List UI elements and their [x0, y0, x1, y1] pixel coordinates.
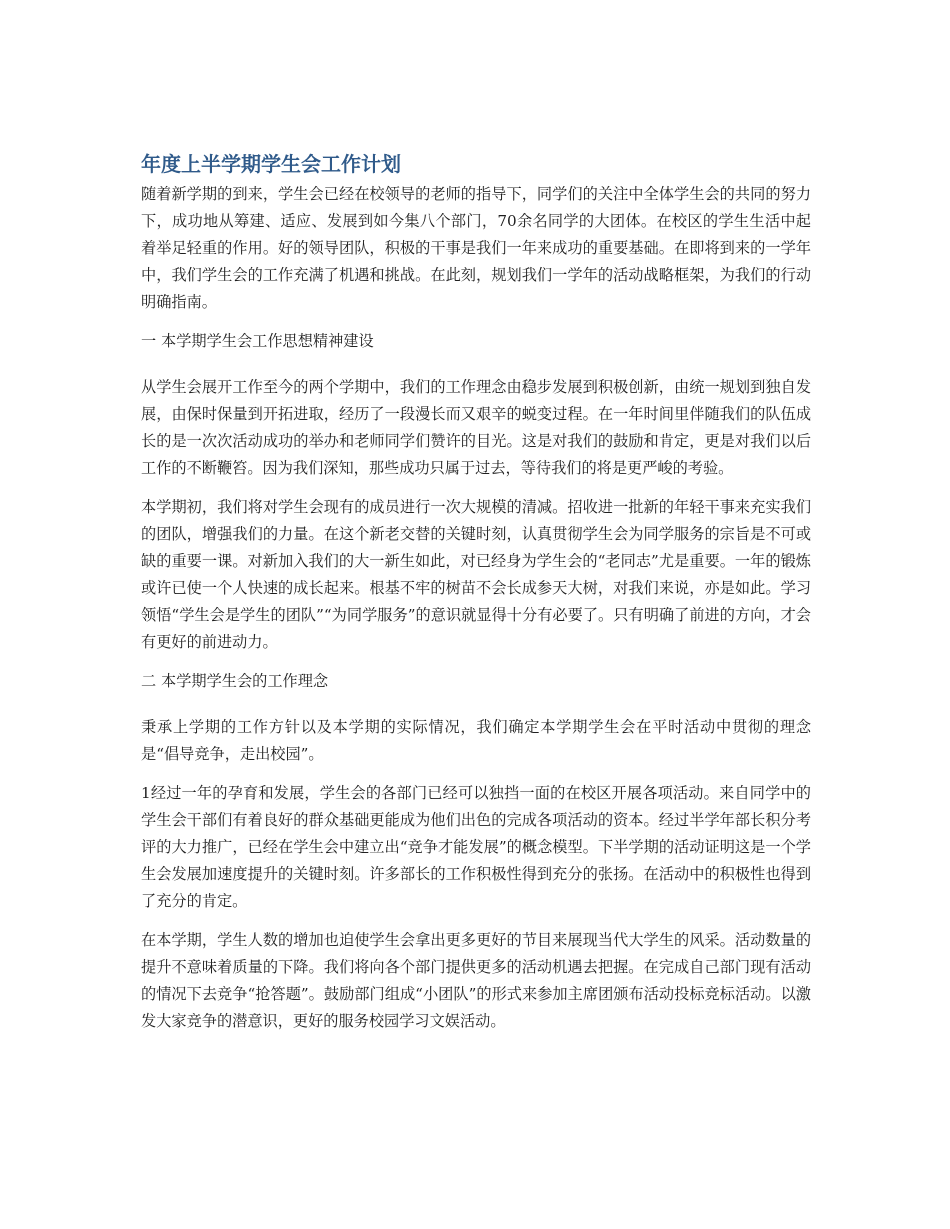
section-1-paragraph: 本学期初，我们将对学生会现有的成员进行一次大规模的清减。招收进一批新的年轻干事来充实我们的团队，增强我们的力量。在这个新老交替的关键时刻，认真贯彻学生会为同学服务的宗旨是不可或缺的重要一课。对新加入我们的大一新生如此，对已经身为学生会的“老同志”尤是重要。一年的锻炼或许已使一个人快速的成长起来。根基不牢的树苗不会长成参天大树，对我们来说，亦是如此。学习领悟“学生会是学生的团队”“为同学服务”的意识就显得十分有必要了。只有明确了前进的方向，才会有更好的前进动力。	[141, 498, 811, 651]
section-1-paragraph: 从学生会展开工作至今的两个学期中，我们的工作理念由稳步发展到积极创新，由统一规划到独自发展，由保时保量到开拓进取，经历了一段漫长而又艰辛的蜕变过程。在一年时间里伴随我们的队伍成长的是一次次活动成功的举办和老师同学们赞许的目光。这是对我们的鼓励和肯定，更是对我们以后工作的不断鞭笞。因为我们深知，那些成功只属于过去，等待我们的将是更严峻的考验。	[141, 378, 811, 477]
document-title: 年度上半学期学生会工作计划	[141, 152, 401, 176]
document-page	[141, 148, 811, 1047]
section-2-paragraph: 秉承上学期的工作方针以及本学期的实际情况，我们确定本学期学生会在平时活动中贯彻的理念是“倡导竞争，走出校园”。	[141, 718, 811, 763]
section-2-paragraph: 在本学期，学生人数的增加也迫使学生会拿出更多更好的节目来展现当代大学生的风采。活动数量的提升不意味着质量的下降。我们将向各个部门提供更多的活动机遇去把握。在完成自己部门现有活动的情况下去竞争“抢答题”。鼓励部门组成“小团队”的形式来参加主席团颁布活动投标竞标活动。以激发大家竞争的潜意识，更好的服务校园学习文娱活动。	[141, 931, 811, 1030]
section-2-heading: 二 本学期学生会的工作理念	[141, 672, 329, 690]
section-2-paragraph: 1经过一年的孕育和发展，学生会的各部门已经可以独挡一面的在校区开展各项活动。来自同学中的学生会干部们有着良好的群众基础更能成为他们出色的完成各项活动的资本。经过半学年部长积分考评的大力推广，已经在学生会中建立出“竞争才能发展”的概念模型。下半学期的活动证明这是一个学生会发展加速度提升的关键时刻。许多部长的工作积极性得到充分的张扬。在活动中的积极性也得到了充分的肯定。	[141, 784, 811, 910]
intro-paragraph: 随着新学期的到来，学生会已经在校领导的老师的指导下，同学们的关注中全体学生会的共同的努力下，成功地从筹建、适应、发展到如今集八个部门，70余名同学的大团体。在校区的学生生活中起着举足轻重的作用。好的领导团队，积极的干事是我们一年来成功的重要基础。在即将到来的一学年中，我们学生会的工作充满了机遇和挑战。在此刻，规划我们一学年的活动战略框架，为我们的行动明确指南。	[141, 185, 811, 311]
section-1-heading: 一 本学期学生会工作思想精神建设	[141, 332, 374, 350]
